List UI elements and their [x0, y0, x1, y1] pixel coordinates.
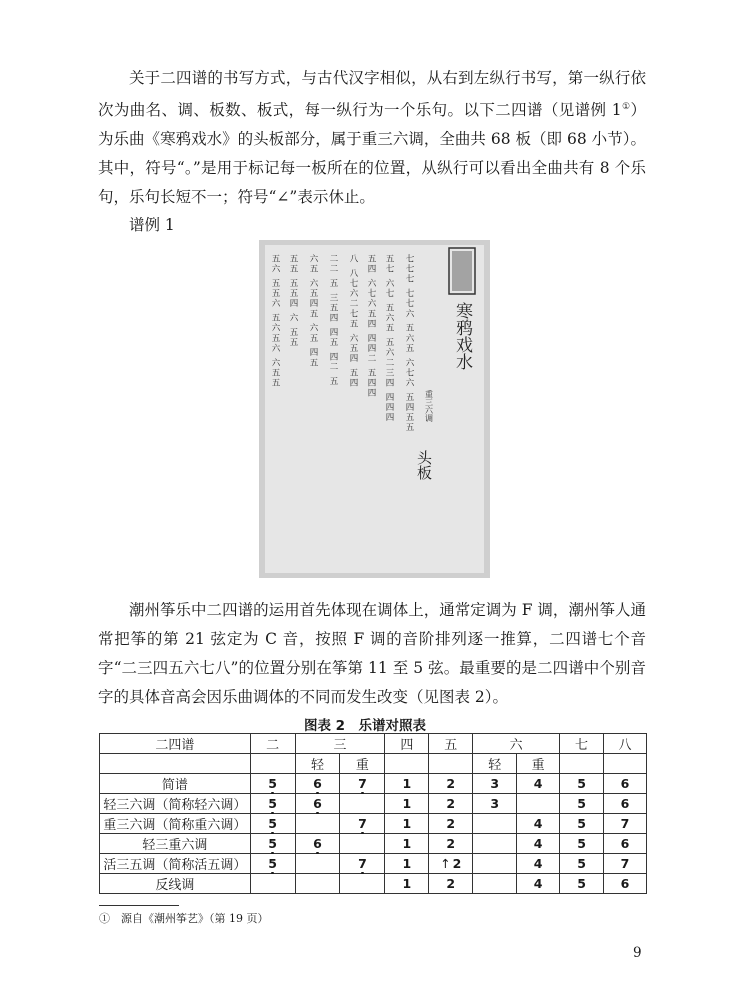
- table-cell: 6: [295, 794, 340, 814]
- table-cell: 5: [250, 854, 295, 874]
- table-cell: 5: [560, 794, 604, 814]
- table-cell: 5: [250, 794, 295, 814]
- table-cell: 1: [385, 814, 429, 834]
- table-cell: 1: [385, 834, 429, 854]
- header-cell: 四: [385, 734, 429, 754]
- score-column: 五七 六七 五六五 五六二三四 四四四: [384, 254, 394, 423]
- table-cell: 1: [385, 794, 429, 814]
- page-number: 9: [633, 945, 642, 961]
- header-cell: 五: [429, 734, 473, 754]
- table-cell: 5: [560, 834, 604, 854]
- table-cell: 2: [429, 794, 473, 814]
- table-cell: [295, 874, 340, 894]
- table-cell: 6: [604, 834, 647, 854]
- subheader-cell: 重: [517, 754, 560, 774]
- table-cell: 2: [429, 814, 473, 834]
- table-cell: 5: [560, 854, 604, 874]
- table-cell: 4: [517, 834, 560, 854]
- table-cell: 4: [517, 854, 560, 874]
- table-caption: 图表 2 乐谱对照表: [303, 718, 427, 734]
- table-cell: 5: [250, 814, 295, 834]
- table-cell: [473, 854, 517, 874]
- header-cell: 三: [295, 734, 385, 754]
- subheader-cell: 重: [340, 754, 385, 774]
- subheader-cell: 轻: [473, 754, 517, 774]
- table-subheader-row: [100, 754, 647, 774]
- table-cell: [473, 874, 517, 894]
- table-row: [100, 854, 647, 874]
- example-label: 谱例 1: [129, 216, 175, 234]
- table-cell: 5: [560, 774, 604, 794]
- table-cell: 6: [604, 874, 647, 894]
- table-cell: 6: [295, 774, 340, 794]
- table-cell: 6: [604, 794, 647, 814]
- table-cell: 2: [429, 874, 473, 894]
- header-cell: 二四谱: [100, 734, 251, 754]
- table-cell: 4: [517, 814, 560, 834]
- table-cell: 7: [340, 774, 385, 794]
- header-cell: 二: [250, 734, 295, 754]
- footnote-reference: ①: [621, 102, 631, 112]
- table-cell: 5: [250, 774, 295, 794]
- score-mode: 重三六调: [424, 390, 434, 422]
- table-row: [100, 874, 647, 894]
- table-cell: [295, 854, 340, 874]
- table-cell: [473, 834, 517, 854]
- table-cell: [473, 814, 517, 834]
- table-header-row: [100, 734, 647, 754]
- score-title: 寒鸦戏水: [452, 302, 472, 370]
- table-row: [100, 814, 647, 834]
- table-cell: 5: [250, 834, 295, 854]
- score-column: 二二 五 三五四 四五 四二 五: [328, 254, 338, 387]
- footnote-divider: [99, 905, 179, 906]
- table-row: [100, 774, 647, 794]
- row-label: 活三五调（简称活五调）: [100, 854, 251, 874]
- table-cell: 4: [517, 774, 560, 794]
- header-cell: 六: [473, 734, 560, 754]
- table-cell: 5: [560, 874, 604, 894]
- subheader-cell: 轻: [295, 754, 340, 774]
- table-cell: 5: [560, 814, 604, 834]
- row-label: 反线调: [100, 874, 251, 894]
- score-column: 五五 五五四 六 五五: [288, 254, 298, 348]
- table-cell: 7: [604, 814, 647, 834]
- table-cell: 6: [295, 834, 340, 854]
- score-board: 头板: [415, 450, 433, 480]
- table-cell: ↑ 2: [429, 854, 473, 874]
- table-cell: [340, 794, 385, 814]
- table-cell: 7: [340, 854, 385, 874]
- table-cell: [340, 834, 385, 854]
- table-cell: 7: [604, 854, 647, 874]
- intro-paragraph: 关于二四谱的书写方式，与古代汉字相似，从右到左纵行书写，第一纵行依次为曲名、调、板数、板式，每一纵行为一个乐句。以下二四谱（见谱例 1①）为乐曲《寒鸦戏水》的头板部分，属于重三六调，全曲共 68 板（即 68 小节）。其中，符号“。”是用于标记每一板所在的位置，从纵行可以看出全曲共有 8 个乐句，乐句长短不一；符号“∠”表示休止。: [98, 69, 646, 207]
- row-label: 轻三六调（简称轻六调）: [100, 794, 251, 814]
- header-cell: 八: [604, 734, 647, 754]
- table-cell: 4: [517, 874, 560, 894]
- notation-comparison-table: [99, 733, 647, 894]
- table-cell: 2: [429, 774, 473, 794]
- table-cell: [517, 794, 560, 814]
- row-label: 简谱: [100, 774, 251, 794]
- score-column: 七七七 七七六 五六五 六七六 五四五五: [404, 254, 414, 433]
- header-cell: 七: [560, 734, 604, 754]
- table-cell: 3: [473, 774, 517, 794]
- footnote: ① 源自《潮州筝艺》（第 19 页）: [99, 912, 269, 925]
- table-cell: [340, 874, 385, 894]
- table-cell: 2: [429, 834, 473, 854]
- row-label: 重三六调（简称重六调）: [100, 814, 251, 834]
- table-cell: 1: [385, 874, 429, 894]
- seal-stamp: [449, 248, 475, 294]
- score-column: 六五 六五四五 六五 四五: [308, 254, 318, 368]
- table-cell: 1: [385, 854, 429, 874]
- row-label: 轻三重六调: [100, 834, 251, 854]
- table-row: [100, 834, 647, 854]
- score-column: 五四 六七六五四 四四二 五四四: [366, 254, 376, 399]
- raise-arrow-icon: ↑: [440, 856, 451, 871]
- table-cell: 1: [385, 774, 429, 794]
- table-row: [100, 794, 647, 814]
- table-cell: 7: [340, 814, 385, 834]
- table-cell: 3: [473, 794, 517, 814]
- table-cell: 6: [604, 774, 647, 794]
- score-scan-image: [259, 240, 490, 578]
- score-column: 五六 五五六 五六五六 六五五: [270, 254, 280, 389]
- score-column: 八 八七六二七五 六五四 五四: [348, 254, 358, 389]
- table-cell: [295, 814, 340, 834]
- table-cell: [250, 874, 295, 894]
- body-paragraph: 潮州筝乐中二四谱的运用首先体现在调体上，通常定调为 F 调，潮州筝人通常把筝的第 21 弦定为 C 音，按照 F 调的音阶排列逐一推算，二四谱七个音字“二三四五六七八”的位置分别在筝第 11 至 5 弦。最重要的是二四谱中个别音字的具体音高会因乐曲调体的不同而发生改变（见图表 2）。: [98, 601, 646, 706]
